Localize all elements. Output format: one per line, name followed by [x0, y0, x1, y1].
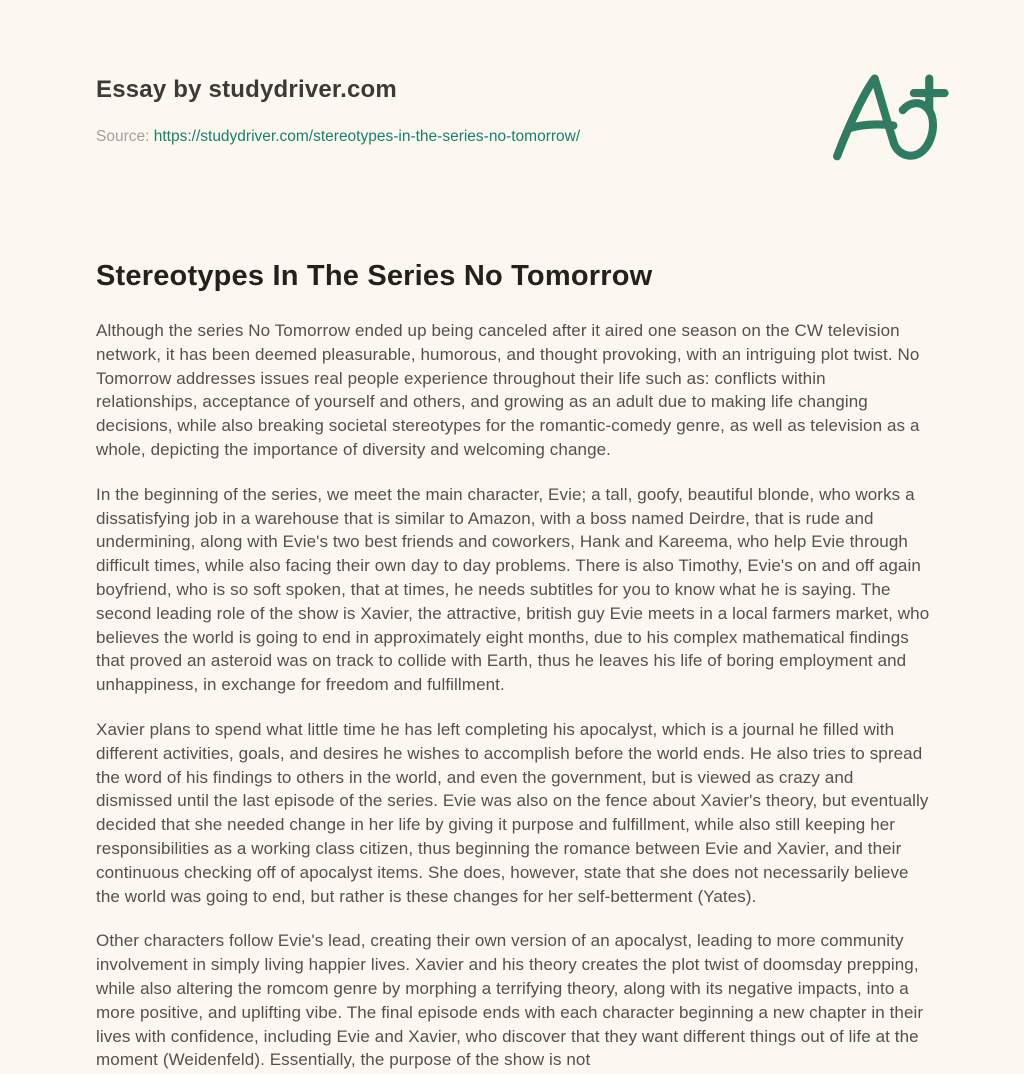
studydriver-logo [826, 70, 954, 164]
essay-paragraph-3: Xavier plans to spend what little time he has left completing his apocalyst, which is a journal he filled with different activities, goals, and desires he wishes to accomplish before the world ends. He also tries to spread the word of his findings to others in the world, and even the government, but is viewed as crazy and dismissed until the last episode of the series. Evie was also on the fence about Xavier's theory, but eventually decided that she needed change in her life by giving it purpose and fulfillment, while also still keeping her responsibilities as a working class citizen, thus beginning the romance between Evie and Xavier, and their continuous checking off of apocalyst items. She does, however, state that she does not necessarily believe the world was going to end, but rather is these changes for her self-betterment (Yates). [96, 719, 929, 906]
essay-paragraph-1: Although the series No Tomorrow ended up being canceled after it aired one season on the CW television network, it has been deemed pleasurable, humorous, and thought provoking, with an intriguing plot twist. No Tomorrow addresses issues real people experience throughout their life such as: conflicts within relationships, acceptance of yourself and others, and growing as an adult due to making life changing decisions, while also breaking societal stereotypes for the romantic-comedy genre, as well as television as a whole, depicting the importance of diversity and welcoming change. [96, 321, 920, 459]
a-plus-logo-icon [826, 151, 954, 168]
source-url-link[interactable]: https://studydriver.com/stereotypes-in-the-series-no-tomorrow/ [153, 128, 581, 145]
content-column [96, 76, 932, 1072]
essay-paragraph-2: In the beginning of the series, we meet the main character, Evie; a tall, goofy, beautiful blonde, who works a dissatisfying job in a warehouse that is similar to Amazon, with a boss named Deirdre, that is rude and undermining, along with Evie's two best friends and coworkers, Hank and Kareema, who help Evie through difficult times, while also facing their own day to day problems. There is also Timothy, Evie's on and off again boyfriend, who is so soft spoken, that at times, he needs subtitles for you to know what he is saying. The second leading role of the show is Xavier, the attractive, british guy Evie meets in a local farmers market, who believes the world is going to end in approximately eight months, due to his complex mathematical findings that proved an asteroid was on track to collide with Earth, thus he leaves his life of boring employment and unhappiness, in exchange for freedom and fulfillment. [96, 484, 930, 695]
source-label: Source: [96, 128, 150, 145]
page-header-title: Essay by studydriver.com [96, 76, 397, 103]
essay-paragraph-4: Other characters follow Evie's lead, creating their own version of an apocalyst, leading to more community involvement in simply living happier lives. Xavier and his theory creates the plot twist of doomsday prepping, while also altering the romcom genre by morphing a terrifying theory, along with its negative impacts, into a more positive, and uplifting vibe. The final episode ends with each character beginning a new chapter in their lives with confidence, including Evie and Xavier, who discover that they want different things out of life at the moment (Weidenfeld). Essentially, the purpose of the show is not [96, 931, 924, 1070]
essay-title: Stereotypes In The Series No Tomorrow [96, 260, 653, 292]
source-line [96, 128, 932, 146]
